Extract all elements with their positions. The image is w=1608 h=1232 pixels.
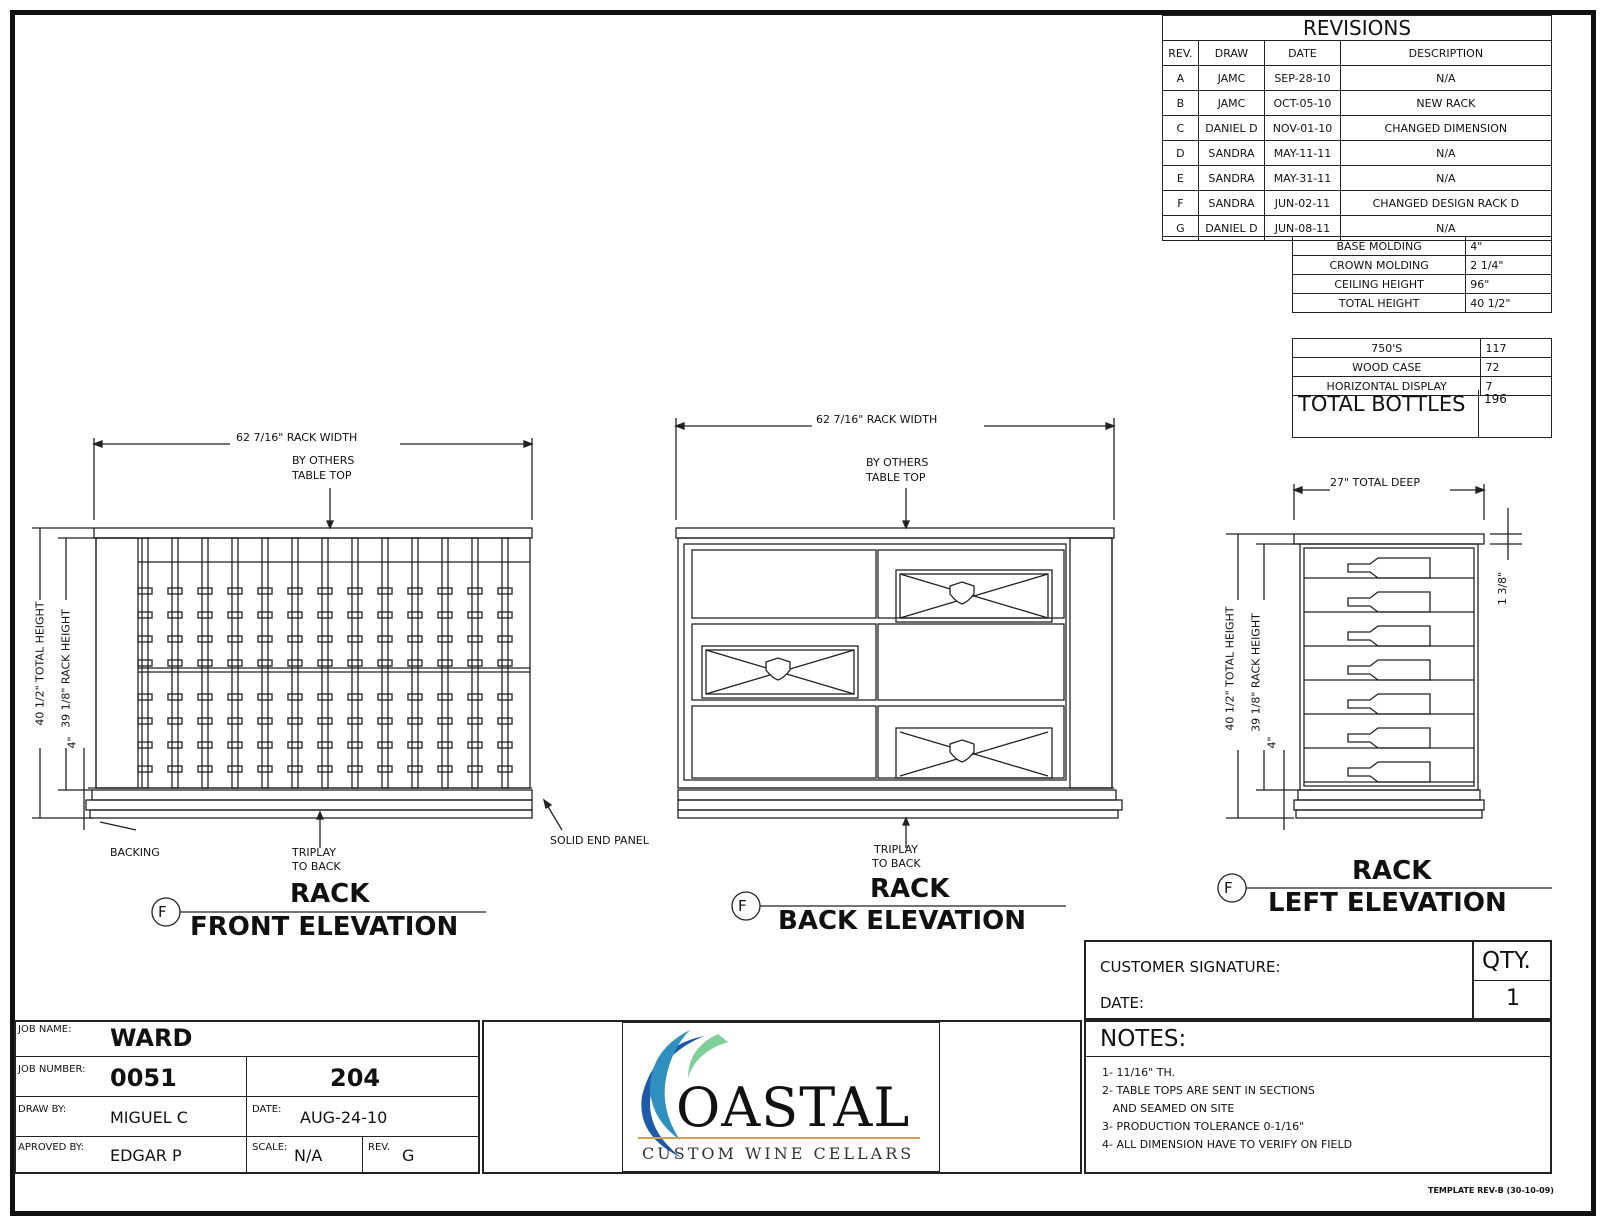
revision-cell: N/A bbox=[1340, 66, 1551, 91]
molding-value: 4" bbox=[1466, 237, 1552, 256]
scale-label: SCALE: bbox=[252, 1142, 288, 1153]
note-line-1: 1- 11/16" TH. bbox=[1102, 1066, 1176, 1079]
notes-title: NOTES: bbox=[1100, 1026, 1187, 1052]
revision-cell: N/A bbox=[1340, 216, 1551, 241]
scale-value: N/A bbox=[294, 1146, 323, 1165]
bottle-count-value: 117 bbox=[1481, 339, 1552, 358]
molding-label: CROWN MOLDING bbox=[1293, 256, 1466, 275]
job-number-secondary: 204 bbox=[330, 1064, 381, 1092]
left-title-1: RACK bbox=[1352, 856, 1432, 886]
back-triplay-2: TO BACK bbox=[872, 857, 921, 870]
bottle-count-label: WOOD CASE bbox=[1293, 358, 1481, 377]
revision-cell: SANDRA bbox=[1198, 191, 1264, 216]
revision-cell: C bbox=[1163, 116, 1199, 141]
left-base-dimension: 4" bbox=[1265, 736, 1279, 749]
molding-label: CEILING HEIGHT bbox=[1293, 275, 1466, 294]
logo-tagline: CUSTOM WINE CELLARS bbox=[642, 1144, 915, 1163]
left-crown-dimension: 1 3/8" bbox=[1496, 571, 1510, 606]
solid-end-panel-label: SOLID END PANEL bbox=[550, 834, 649, 847]
draw-by-label: DRAW BY: bbox=[18, 1104, 67, 1115]
left-rack-height-dimension: 39 1/8" RACK HEIGHT bbox=[1249, 613, 1263, 732]
front-table-top-2: TABLE TOP bbox=[292, 469, 352, 482]
revision-cell: SEP-28-10 bbox=[1265, 66, 1341, 91]
front-table-top-1: BY OTHERS bbox=[292, 454, 355, 467]
note-line-2: 2- TABLE TOPS ARE SENT IN SECTIONS bbox=[1102, 1084, 1315, 1097]
revision-cell: JAMC bbox=[1198, 66, 1264, 91]
revision-cell: MAY-11-11 bbox=[1265, 141, 1341, 166]
molding-value: 40 1/2" bbox=[1466, 294, 1552, 313]
job-name-value: WARD bbox=[110, 1024, 193, 1052]
revision-cell: CHANGED DESIGN RACK D bbox=[1340, 191, 1551, 216]
note-line-5: 4- ALL DIMENSION HAVE TO VERIFY ON FIELD bbox=[1102, 1138, 1353, 1151]
revision-cell: NOV-01-10 bbox=[1265, 116, 1341, 141]
molding-label: TOTAL HEIGHT bbox=[1293, 294, 1466, 313]
front-backing-label: BACKING bbox=[110, 846, 160, 859]
back-triplay-1: TRIPLAY bbox=[874, 843, 919, 856]
back-table-top-2: TABLE TOP bbox=[866, 471, 926, 484]
revision-cell: DANIEL D bbox=[1198, 216, 1264, 241]
job-date-value: AUG-24-10 bbox=[300, 1108, 388, 1127]
back-width-dimension: 62 7/16" RACK WIDTH bbox=[816, 413, 938, 426]
front-triplay-2: TO BACK bbox=[292, 860, 341, 873]
approved-by-label: APROVED BY: bbox=[18, 1142, 85, 1153]
revision-cell: DATE bbox=[1265, 41, 1341, 66]
back-title-1: RACK bbox=[870, 874, 950, 904]
bottle-count-value: 72 bbox=[1481, 358, 1552, 377]
revisions-title: REVISIONS bbox=[1302, 16, 1412, 40]
left-tag: F bbox=[1224, 879, 1233, 897]
rev-label: REV. bbox=[368, 1142, 390, 1153]
total-bottles-label: TOTAL BOTTLES bbox=[1298, 392, 1466, 416]
bottle-count-label: 750'S bbox=[1293, 339, 1481, 358]
revision-cell: A bbox=[1163, 66, 1199, 91]
front-rack-height-dimension: 39 1/8" RACK HEIGHT bbox=[59, 609, 73, 728]
revision-cell: DESCRIPTION bbox=[1340, 41, 1551, 66]
qty-value: 1 bbox=[1506, 986, 1520, 1011]
revision-cell: G bbox=[1163, 216, 1199, 241]
molding-value: 2 1/4" bbox=[1466, 256, 1552, 275]
revision-cell: JUN-08-11 bbox=[1265, 216, 1341, 241]
revision-cell: SANDRA bbox=[1198, 166, 1264, 191]
job-number-label: JOB NUMBER: bbox=[18, 1064, 86, 1075]
left-depth-dimension: 27" TOTAL DEEP bbox=[1330, 476, 1420, 489]
revision-cell: N/A bbox=[1340, 141, 1551, 166]
left-total-height-dimension: 40 1/2" TOTAL HEIGHT bbox=[1223, 606, 1237, 731]
left-title-2: LEFT ELEVATION bbox=[1268, 888, 1507, 918]
back-tag: F bbox=[738, 897, 747, 915]
logo-name: OASTAL bbox=[676, 1076, 911, 1139]
front-base-dimension: 4" bbox=[65, 736, 79, 749]
bottle-count-value: 7 bbox=[1481, 377, 1552, 396]
job-date-label: DATE: bbox=[252, 1104, 282, 1115]
front-title-1: RACK bbox=[290, 879, 370, 909]
note-line-4: 3- PRODUCTION TOLERANCE 0-1/16" bbox=[1102, 1120, 1305, 1133]
template-revision-note: TEMPLATE REV-B (30-10-09) bbox=[1428, 1186, 1554, 1195]
revision-cell: DRAW bbox=[1198, 41, 1264, 66]
front-total-height-dimension: 40 1/2" TOTAL HEIGHT bbox=[33, 601, 47, 726]
revision-cell: MAY-31-11 bbox=[1265, 166, 1341, 191]
rev-value: G bbox=[402, 1146, 415, 1165]
revision-cell: E bbox=[1163, 166, 1199, 191]
qty-label: QTY. bbox=[1482, 948, 1531, 974]
front-width-dimension: 62 7/16" RACK WIDTH bbox=[236, 431, 358, 444]
front-triplay-1: TRIPLAY bbox=[292, 846, 337, 859]
signature-date-label: DATE: bbox=[1100, 994, 1145, 1012]
molding-label: BASE MOLDING bbox=[1293, 237, 1466, 256]
revision-cell: CHANGED DIMENSION bbox=[1340, 116, 1551, 141]
revision-cell: DANIEL D bbox=[1198, 116, 1264, 141]
revision-cell: D bbox=[1163, 141, 1199, 166]
front-title-2: FRONT ELEVATION bbox=[190, 912, 459, 942]
job-number-value: 0051 bbox=[110, 1064, 177, 1092]
customer-signature-label: CUSTOMER SIGNATURE: bbox=[1100, 958, 1281, 976]
revision-cell: N/A bbox=[1340, 166, 1551, 191]
molding-value: 96" bbox=[1466, 275, 1552, 294]
note-line-3: AND SEAMED ON SITE bbox=[1102, 1102, 1235, 1115]
total-bottles-value: 196 bbox=[1484, 392, 1507, 406]
approved-by-value: EDGAR P bbox=[110, 1146, 182, 1165]
bottle-count-label: HORIZONTAL DISPLAY bbox=[1293, 377, 1481, 396]
front-tag: F bbox=[158, 903, 167, 921]
revision-cell: NEW RACK bbox=[1340, 91, 1551, 116]
revision-cell: B bbox=[1163, 91, 1199, 116]
revision-cell: REV. bbox=[1163, 41, 1199, 66]
revision-cell: OCT-05-10 bbox=[1265, 91, 1341, 116]
revision-cell: SANDRA bbox=[1198, 141, 1264, 166]
back-table-top-1: BY OTHERS bbox=[866, 456, 929, 469]
revision-cell: JAMC bbox=[1198, 91, 1264, 116]
back-title-2: BACK ELEVATION bbox=[778, 906, 1027, 936]
draw-by-value: MIGUEL C bbox=[110, 1108, 188, 1127]
job-name-label: JOB NAME: bbox=[18, 1024, 72, 1035]
revision-cell: JUN-02-11 bbox=[1265, 191, 1341, 216]
revision-cell: F bbox=[1163, 191, 1199, 216]
